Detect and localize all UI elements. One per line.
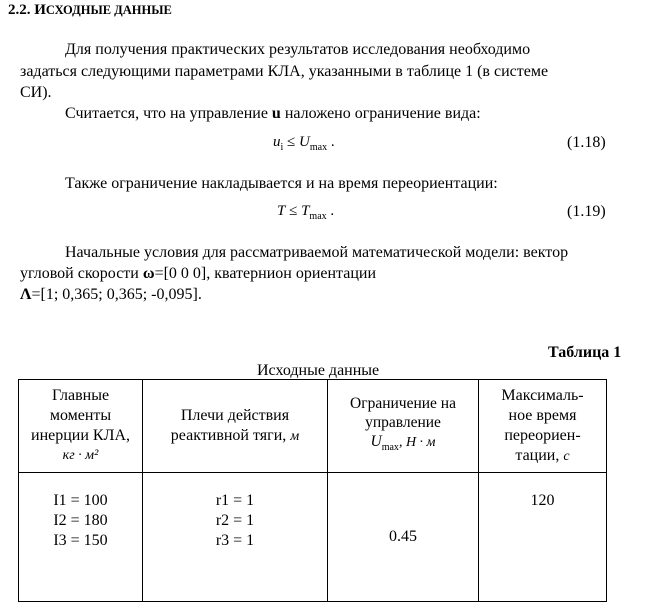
text-span: наложено ограничение вида:: [284, 105, 481, 122]
header-control-limit: [328, 380, 479, 473]
text-span: Считается, что на управление: [65, 105, 268, 122]
header-unit: м: [290, 428, 300, 444]
cell-value: I2 = 180: [53, 512, 108, 529]
control-vector-symbol: u: [271, 105, 281, 122]
cell-value: I1 = 100: [53, 492, 108, 509]
table-row: [19, 473, 607, 602]
text-span: =[1; 0,365; 0,365; -0,095].: [31, 286, 202, 303]
header-symbol: U: [370, 433, 382, 451]
equation-1-18: [273, 134, 335, 153]
header-text: переориен-: [504, 426, 581, 444]
cell-value: r1 = 1: [215, 492, 255, 509]
section-title-rest: СХОДНЫЕ ДАННЫЕ: [45, 3, 172, 17]
cell-value: 120: [530, 492, 555, 509]
eq-operator: ≤: [283, 134, 300, 150]
header-text: реактивной тяги,: [170, 426, 287, 444]
initial-data-table: [18, 379, 607, 602]
cell-value: r2 = 1: [215, 512, 255, 529]
section-heading: [8, 2, 172, 19]
cell-value: I3 = 150: [53, 532, 108, 549]
paragraph-control-constraint: [65, 104, 481, 123]
header-text: Максималь-: [501, 386, 584, 404]
header-text: Плечи действия: [180, 406, 290, 424]
header-text: управление: [365, 414, 441, 432]
eq-symbol: U: [299, 134, 310, 150]
section-title-first-letter: И: [34, 2, 46, 18]
header-inertia: [19, 380, 143, 473]
section-number: 2.2.: [8, 2, 31, 18]
header-unit: с: [563, 448, 570, 464]
header-text: ное время: [508, 406, 577, 424]
paragraph-line: задаться следующими параметрами КЛА, указанными в таблице 1 (в системе: [20, 63, 549, 80]
equation-number: (1.19): [567, 203, 606, 220]
equation-1-19: [277, 203, 334, 222]
paragraph-initial-quaternion: [20, 285, 202, 304]
eq-subscript: max: [309, 142, 328, 153]
paragraph-line: Также ограничение накладывается и на время переориентации:: [65, 175, 498, 192]
cell-value: r3 = 1: [215, 532, 255, 549]
header-text: Ограничение на: [350, 395, 456, 413]
header-text: Главные: [51, 387, 110, 404]
paragraph-line: Для получения практических результатов исследования необходимо: [65, 41, 531, 58]
cell-max-time: [479, 473, 607, 602]
eq-subscript: max: [309, 211, 327, 222]
header-subscript: max: [381, 442, 399, 454]
paragraph-line: Начальные условия для рассматриваемой математической модели: вектор: [65, 244, 569, 261]
eq-operator: ≤: [285, 203, 302, 219]
lambda-symbol: Λ: [20, 286, 32, 303]
eq-end: .: [327, 134, 335, 150]
header-max-time: [479, 380, 607, 473]
cell-value: 0.45: [389, 528, 417, 545]
eq-symbol: T: [301, 203, 310, 219]
table-caption: Таблица 1: [548, 344, 622, 361]
eq-symbol: T: [277, 203, 286, 219]
header-unit: , Н · м: [398, 435, 436, 451]
header-text: тации,: [515, 446, 560, 464]
header-unit: кг · м²: [62, 448, 99, 463]
text-span: угловой скорости: [20, 265, 139, 282]
paragraph-initial-velocity: [20, 264, 376, 283]
cell-arms: [143, 473, 328, 602]
table-header-row: [19, 380, 607, 473]
text-span: =[0 0 0], кватернион ориентации: [154, 265, 377, 282]
cell-inertia: [19, 473, 143, 602]
header-arms: [143, 380, 328, 473]
header-text: моменты: [49, 407, 112, 424]
cell-control-limit: [328, 473, 479, 602]
table-title: Исходные данные: [257, 362, 380, 379]
eq-end: .: [326, 203, 335, 219]
omega-symbol: ω: [142, 265, 155, 282]
paragraph-line: СИ).: [20, 84, 52, 101]
eq-subscript: i: [280, 142, 284, 153]
equation-number: (1.18): [567, 134, 606, 151]
header-text: инерции КЛА,: [31, 427, 130, 444]
eq-symbol: u: [273, 134, 281, 150]
